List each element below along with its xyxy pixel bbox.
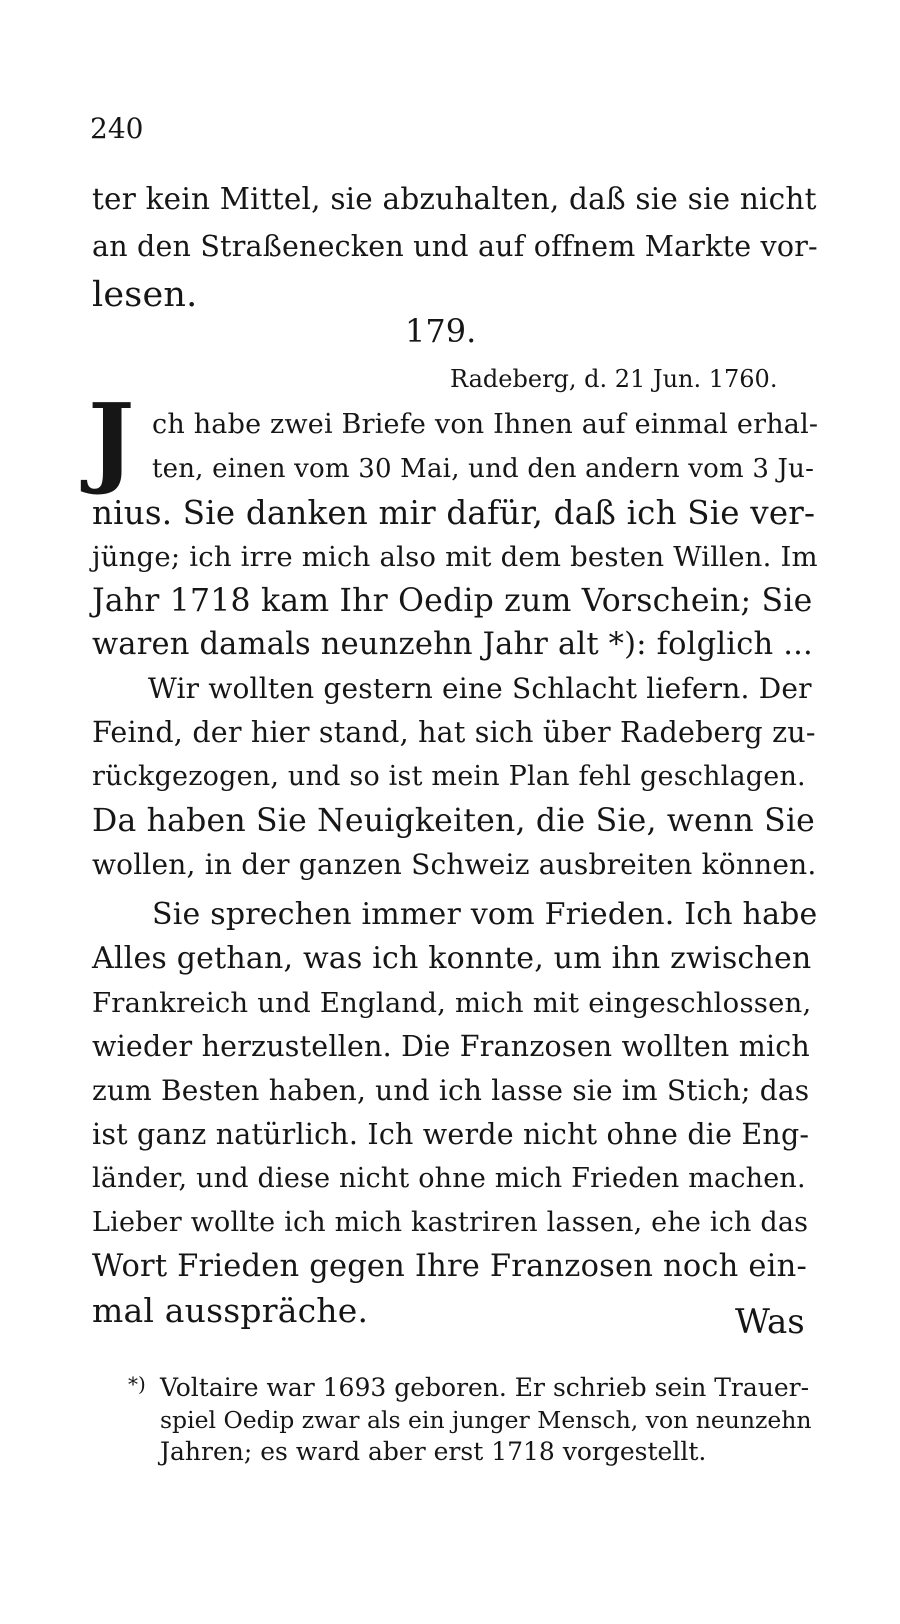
text-line: mal ausspräche. xyxy=(92,1291,369,1330)
text-line: ten, einen vom 30 Mai, und den andern vom 3 Ju- xyxy=(152,454,815,484)
page-number: 240 xyxy=(90,112,144,145)
text-line: Wir wollten gestern eine Schlacht liefern. Der xyxy=(148,672,812,705)
text-line: wollen, in der ganzen Schweiz ausbreiten können. xyxy=(92,848,817,881)
text-line: Jahr 1718 kam Ihr Oedip zum Vorschein; Sie xyxy=(92,583,813,619)
text-line: Lieber wollte ich mich kastriren lassen, ehe ich das xyxy=(92,1207,809,1238)
catchword: Was xyxy=(735,1302,805,1342)
text-line: rückgezogen, und so ist mein Plan fehl geschlagen. xyxy=(92,761,806,792)
text-line: ter kein Mittel, sie abzuhalten, daß sie sie nicht xyxy=(92,182,817,216)
text-line: an den Straßenecken und auf offnem Markte vor- xyxy=(92,230,818,263)
footnote-marker: *) xyxy=(128,1372,146,1396)
drop-cap: J xyxy=(88,383,135,498)
text-line: Alles gethan, was ich konnte, um ihn zwischen xyxy=(92,941,812,976)
text-line: ist ganz natürlich. Ich werde nicht ohne die Eng- xyxy=(92,1118,810,1151)
footnote-line: Jahren; es ward aber erst 1718 vorgestellt. xyxy=(160,1437,707,1466)
footnote-line: Voltaire war 1693 geboren. Er schrieb sein Trauer- xyxy=(160,1373,810,1402)
text-line: länder, und diese nicht ohne mich Frieden machen. xyxy=(92,1163,806,1194)
text-line: waren damals neunzehn Jahr alt *): folglich ... xyxy=(92,627,813,662)
text-line: Wort Frieden gegen Ihre Franzosen noch ein- xyxy=(92,1249,807,1284)
text-line: lesen. xyxy=(92,275,198,315)
text-line: Feind, der hier stand, hat sich über Radeberg zu- xyxy=(92,716,816,749)
text-line: wieder herzustellen. Die Franzosen wollten mich xyxy=(92,1030,810,1063)
text-line: Sie sprechen immer vom Frieden. Ich habe xyxy=(152,897,818,932)
letter-number: 179. xyxy=(405,312,477,350)
text-line: zum Besten haben, und ich lasse sie im Stich; das xyxy=(92,1074,810,1107)
footnote-line: spiel Oedip zwar als ein junger Mensch, von neunzehn xyxy=(160,1406,812,1434)
text-line: ch habe zwei Briefe von Ihnen auf einmal erhal- xyxy=(152,409,819,440)
text-line: nius. Sie danken mir dafür, daß ich Sie ver- xyxy=(92,494,816,532)
text-line: jünge; ich irre mich also mit dem besten Willen. Im xyxy=(92,541,818,573)
text-line: Da haben Sie Neuigkeiten, die Sie, wenn Sie xyxy=(92,803,815,839)
text-line: Frankreich und England, mich mit eingeschlossen, xyxy=(92,987,812,1019)
place-date-line: Radeberg, d. 21 Jun. 1760. xyxy=(450,365,778,393)
